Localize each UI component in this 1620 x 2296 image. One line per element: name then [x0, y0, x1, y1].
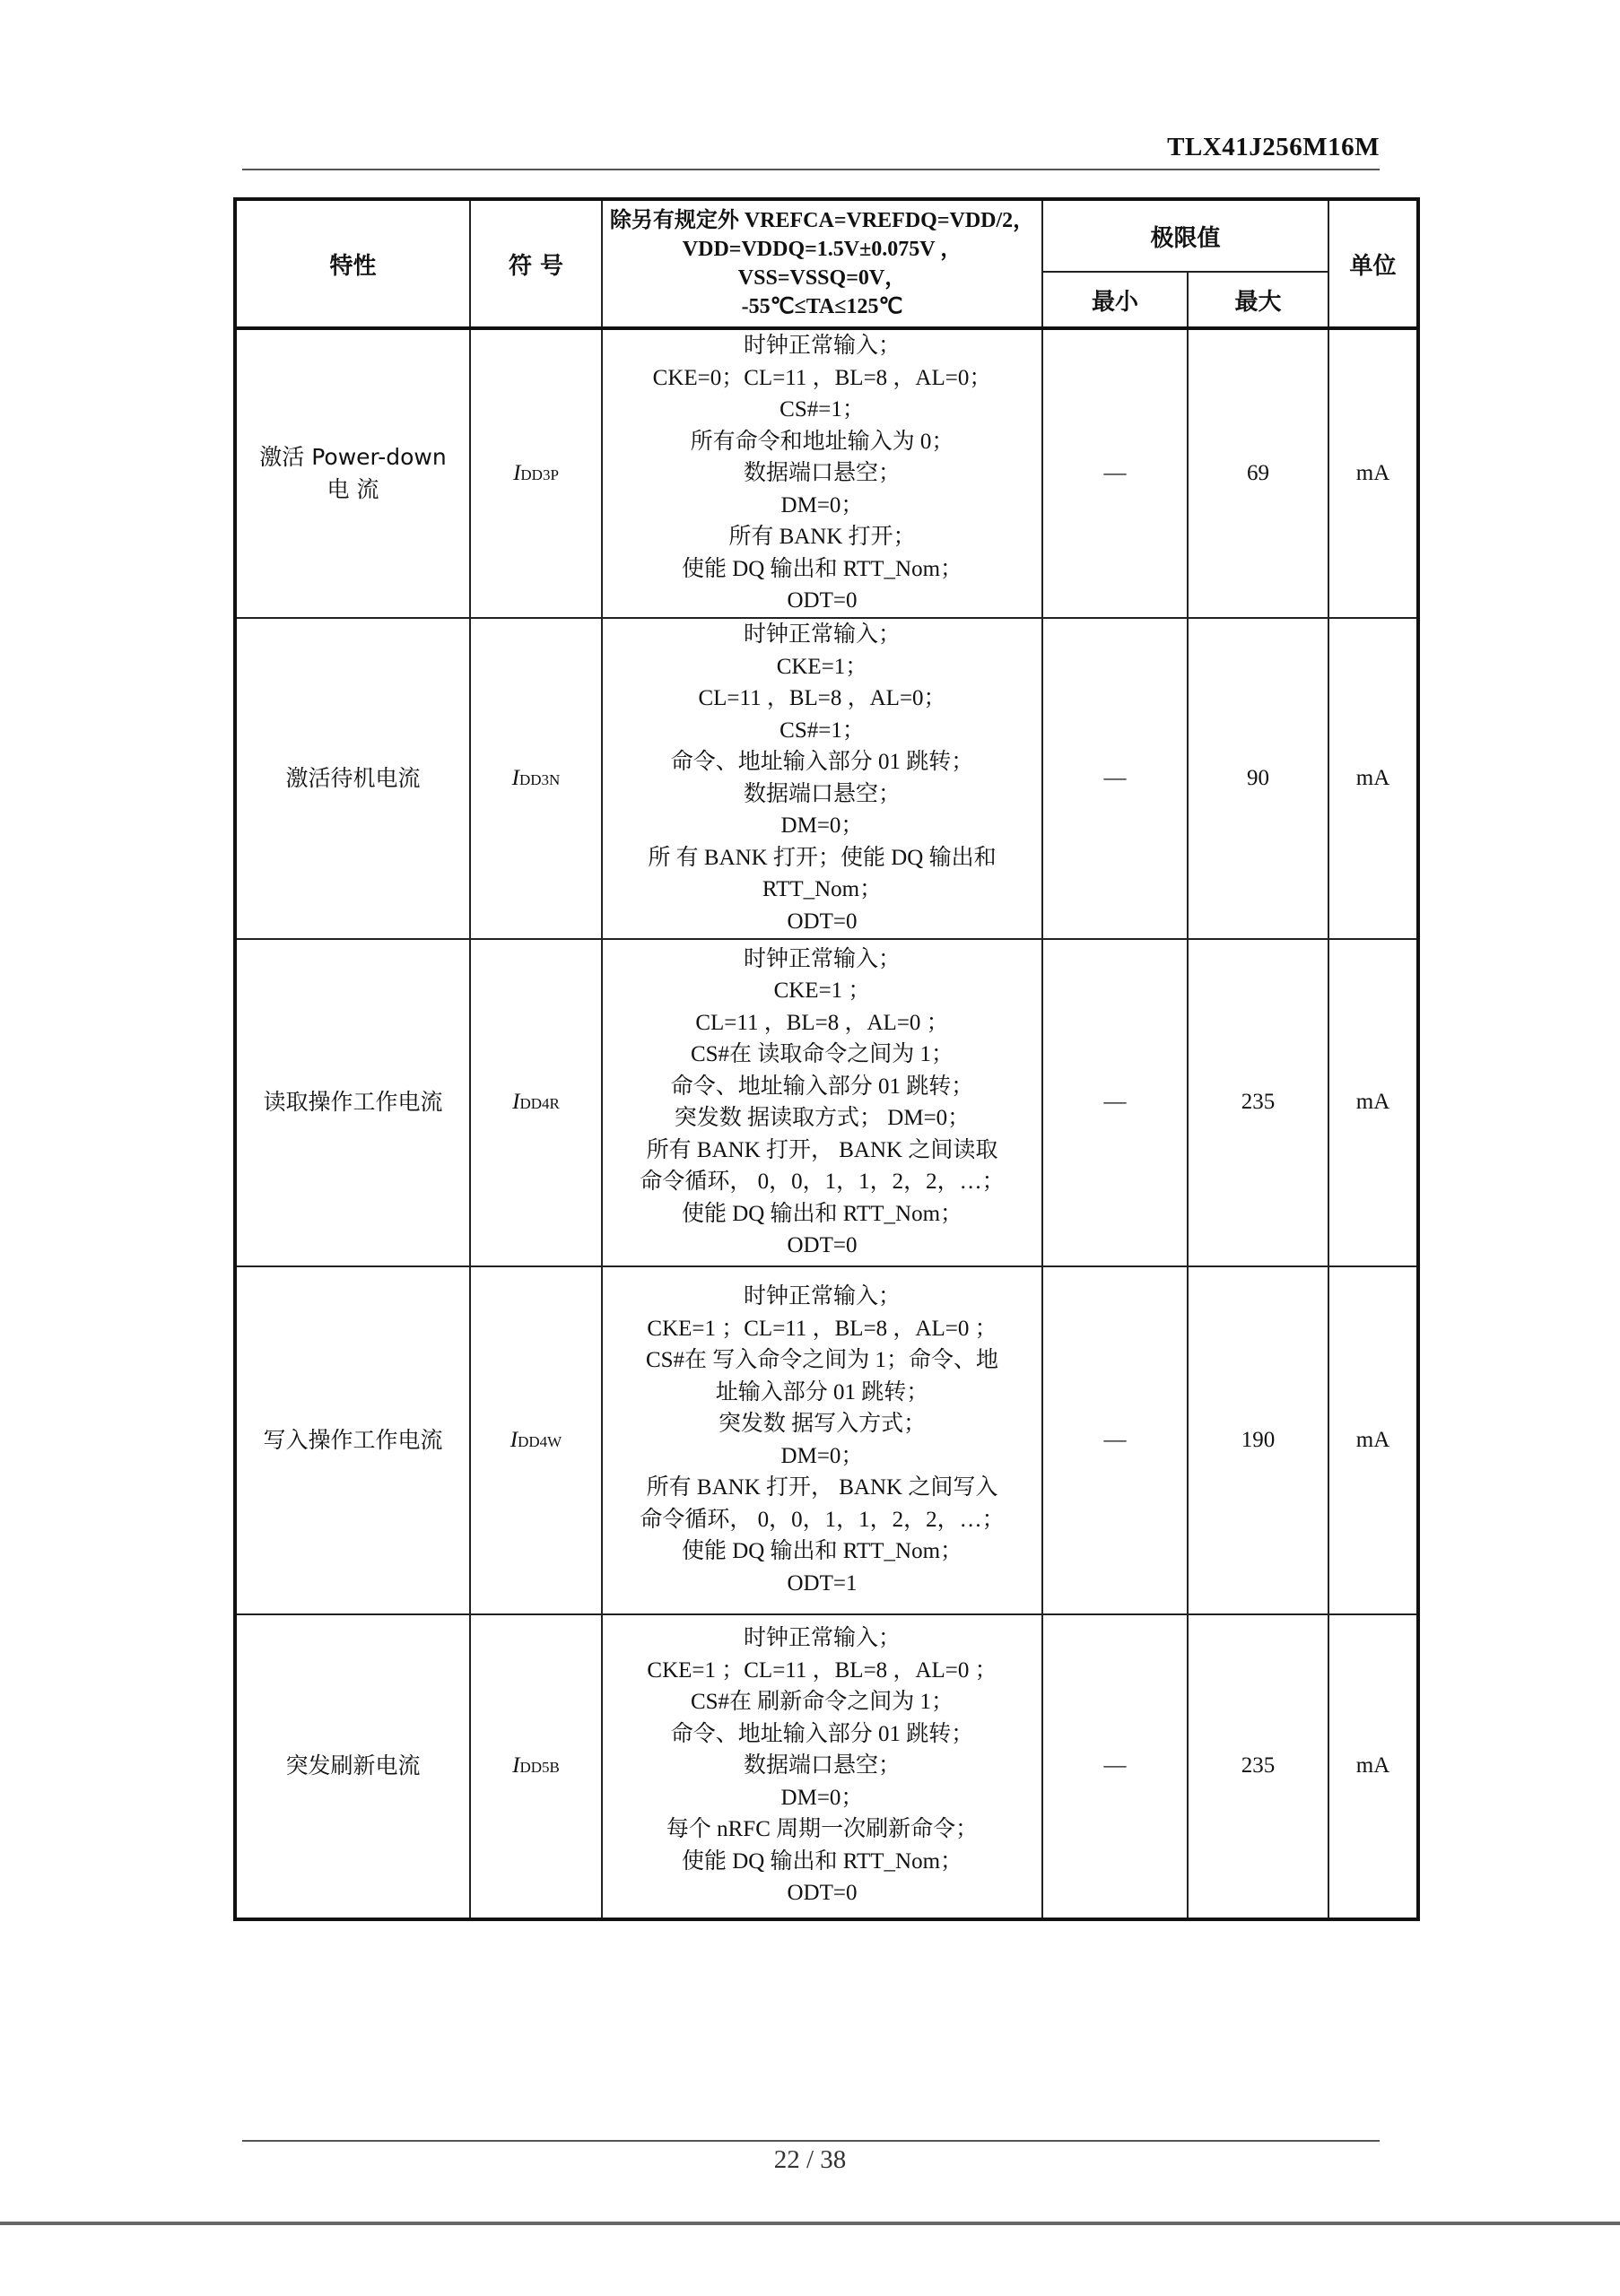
min-value-cell: —	[1042, 618, 1188, 939]
characteristic-cell	[235, 939, 470, 1266]
condition-line: 时钟正常输入；	[743, 946, 901, 971]
condition-line: ODT=0	[787, 1233, 858, 1257]
condition-line: 时钟正常输入；	[743, 1284, 901, 1309]
symbol-main: I	[513, 460, 521, 485]
characteristic-line: 电 流	[327, 475, 379, 502]
max-value-cell: 235	[1188, 939, 1328, 1266]
header-min: 最小	[1042, 272, 1188, 328]
characteristic-line: 激活待机电流	[285, 764, 421, 791]
condition-line: CKE=1 ；CL=11 ，BL=8 ，AL=0 ；	[647, 1316, 997, 1341]
condition-line: 所有命令和地址输入为 0；	[690, 429, 954, 454]
condition-line: 所 有 BANK 打开；使能 DQ 输出和	[648, 845, 997, 870]
max-value-cell: 69	[1188, 328, 1328, 618]
unit-cell: mA	[1328, 328, 1418, 618]
condition-line: 除另有规定外 VREFCA=VREFDQ=VDD/2，	[609, 209, 1035, 232]
document-title: TLX41J256M16M	[1167, 133, 1380, 161]
condition-line: ODT=0	[787, 588, 858, 613]
unit-cell: mA	[1328, 618, 1418, 939]
condition-line: CKE=0；CL=11 ，BL=8 ，AL=0；	[652, 365, 992, 390]
header-divider	[242, 169, 1380, 170]
conditions-cell	[602, 1266, 1042, 1614]
unit-cell: mA	[1328, 939, 1418, 1266]
condition-line: 突发数 据写入方式；	[718, 1412, 927, 1436]
condition-line: -55℃≤TA≤125℃	[741, 295, 903, 318]
symbol-subscript: DD5B	[519, 1759, 560, 1776]
condition-line: CL=11 ，BL=8 ，AL=0 ；	[695, 1010, 949, 1035]
condition-line: 使能 DQ 输出和 RTT_Nom；	[681, 556, 963, 581]
table-row	[235, 618, 1418, 939]
condition-line: 所有 BANK 打开；	[728, 525, 916, 549]
symbol-subscript: DD3N	[518, 770, 561, 788]
characteristic-cell	[235, 1266, 470, 1614]
condition-line: 址输入部分 01 跳转；	[715, 1379, 929, 1405]
condition-line: CL=11 ，BL=8 ，AL=0；	[698, 686, 946, 710]
header-limits: 极限值	[1042, 199, 1328, 272]
condition-line: 使能 DQ 输出和 RTT_Nom；	[681, 1539, 963, 1563]
page-number: 22 / 38	[773, 2145, 847, 2174]
unit-cell: mA	[1328, 1614, 1418, 1919]
condition-line: CKE=1 ；	[773, 978, 871, 1003]
condition-line: 命令、地址输入部分 01 跳转；	[670, 1074, 974, 1099]
condition-line: CS#=1；	[780, 718, 865, 743]
condition-line: 数据端口悬空；	[743, 1753, 901, 1779]
characteristic-line: 突发刷新电流	[285, 1752, 421, 1779]
min-value-cell: —	[1042, 328, 1188, 618]
table-row	[235, 939, 1418, 1266]
condition-line: 时钟正常输入；	[743, 1626, 901, 1651]
header-symbol: 符 号	[470, 199, 602, 328]
header-test-conditions	[602, 199, 1042, 328]
header-unit: 单位	[1328, 199, 1418, 328]
symbol-cell	[470, 1614, 602, 1919]
condition-line: 时钟正常输入；	[743, 334, 901, 358]
condition-line: CS#在 读取命令之间为 1；	[690, 1042, 954, 1066]
characteristic-line: 激活 Power-down	[259, 443, 447, 470]
table-row	[235, 1266, 1418, 1614]
max-value-cell: 235	[1188, 1614, 1328, 1919]
condition-line: DM=0；	[780, 492, 864, 517]
condition-line: 时钟正常输入；	[743, 622, 901, 647]
symbol-subscript: DD4R	[519, 1095, 560, 1112]
symbol-cell	[470, 939, 602, 1266]
condition-line: 使能 DQ 输出和 RTT_Nom；	[681, 1848, 963, 1874]
table-row	[235, 328, 1418, 618]
table-row	[235, 1614, 1418, 1919]
condition-line: DM=0；	[780, 813, 864, 838]
condition-line: 每个 nRFC 周期一次刷新命令；	[666, 1817, 979, 1842]
symbol-main: I	[510, 1427, 518, 1452]
condition-line: RTT_Nom；	[762, 877, 883, 901]
condition-line: DM=0；	[780, 1443, 864, 1468]
conditions-cell	[602, 939, 1042, 1266]
condition-line: CKE=1 ；CL=11 ，BL=8 ，AL=0 ；	[647, 1657, 997, 1683]
condition-line: ODT=1	[787, 1570, 858, 1596]
max-value-cell: 90	[1188, 618, 1328, 939]
characteristic-line: 写入操作工作电流	[263, 1426, 443, 1453]
condition-line: VSS=VSSQ=0V，	[737, 266, 907, 290]
condition-line: 命令、地址输入部分 01 跳转；	[670, 750, 974, 774]
min-value-cell: —	[1042, 939, 1188, 1266]
symbol-subscript: DD3P	[520, 465, 559, 483]
symbol-subscript: DD4W	[518, 1432, 562, 1450]
condition-line: 所有 BANK 打开， BANK 之间写入	[646, 1475, 998, 1500]
max-value-cell: 190	[1188, 1266, 1328, 1614]
min-value-cell: —	[1042, 1266, 1188, 1614]
condition-line: 突发数 据读取方式； DM=0；	[674, 1106, 971, 1130]
condition-line: ODT=0	[787, 1881, 858, 1906]
symbol-main: I	[512, 1090, 520, 1114]
condition-line: 命令、地址输入部分 01 跳转；	[670, 1721, 974, 1746]
condition-line: 使能 DQ 输出和 RTT_Nom；	[681, 1201, 963, 1226]
header-max: 最大	[1188, 272, 1328, 328]
characteristic-cell	[235, 328, 470, 618]
min-value-cell: —	[1042, 1614, 1188, 1919]
condition-line: CS#=1；	[780, 397, 865, 422]
unit-cell: mA	[1328, 1266, 1418, 1614]
symbol-cell	[470, 328, 602, 618]
condition-line: CS#在 刷新命令之间为 1；	[690, 1690, 954, 1715]
footer-divider	[242, 2140, 1380, 2142]
symbol-main: I	[511, 765, 519, 790]
condition-line: 所有 BANK 打开， BANK 之间读取	[646, 1137, 998, 1162]
condition-line: 数据端口悬空；	[743, 781, 901, 806]
condition-line: VDD=VDDQ=1.5V±0.075V ，	[682, 238, 962, 261]
condition-line: DM=0；	[780, 1785, 864, 1810]
symbol-cell	[470, 618, 602, 939]
characteristic-cell	[235, 1614, 470, 1919]
electrical-characteristics-table	[233, 197, 1420, 1921]
header-characteristic: 特性	[235, 199, 470, 328]
symbol-main: I	[512, 1753, 520, 1778]
characteristic-line: 读取操作工作电流	[263, 1089, 443, 1115]
conditions-cell	[602, 618, 1042, 939]
characteristic-cell	[235, 618, 470, 939]
symbol-cell	[470, 1266, 602, 1614]
condition-line: CKE=1；	[776, 654, 868, 679]
condition-line: ODT=0	[787, 909, 858, 934]
page-bottom-edge	[0, 2222, 1620, 2225]
condition-line: CS#在 写入命令之间为 1；命令、地	[645, 1348, 999, 1372]
condition-line: 数据端口悬空；	[743, 461, 901, 485]
condition-line: 命令循环， 0，0，1，1，2，2，…；	[640, 1170, 1005, 1194]
conditions-cell	[602, 328, 1042, 618]
conditions-cell	[602, 1614, 1042, 1919]
condition-line: 命令循环， 0，0，1，1，2，2，…；	[640, 1507, 1005, 1532]
